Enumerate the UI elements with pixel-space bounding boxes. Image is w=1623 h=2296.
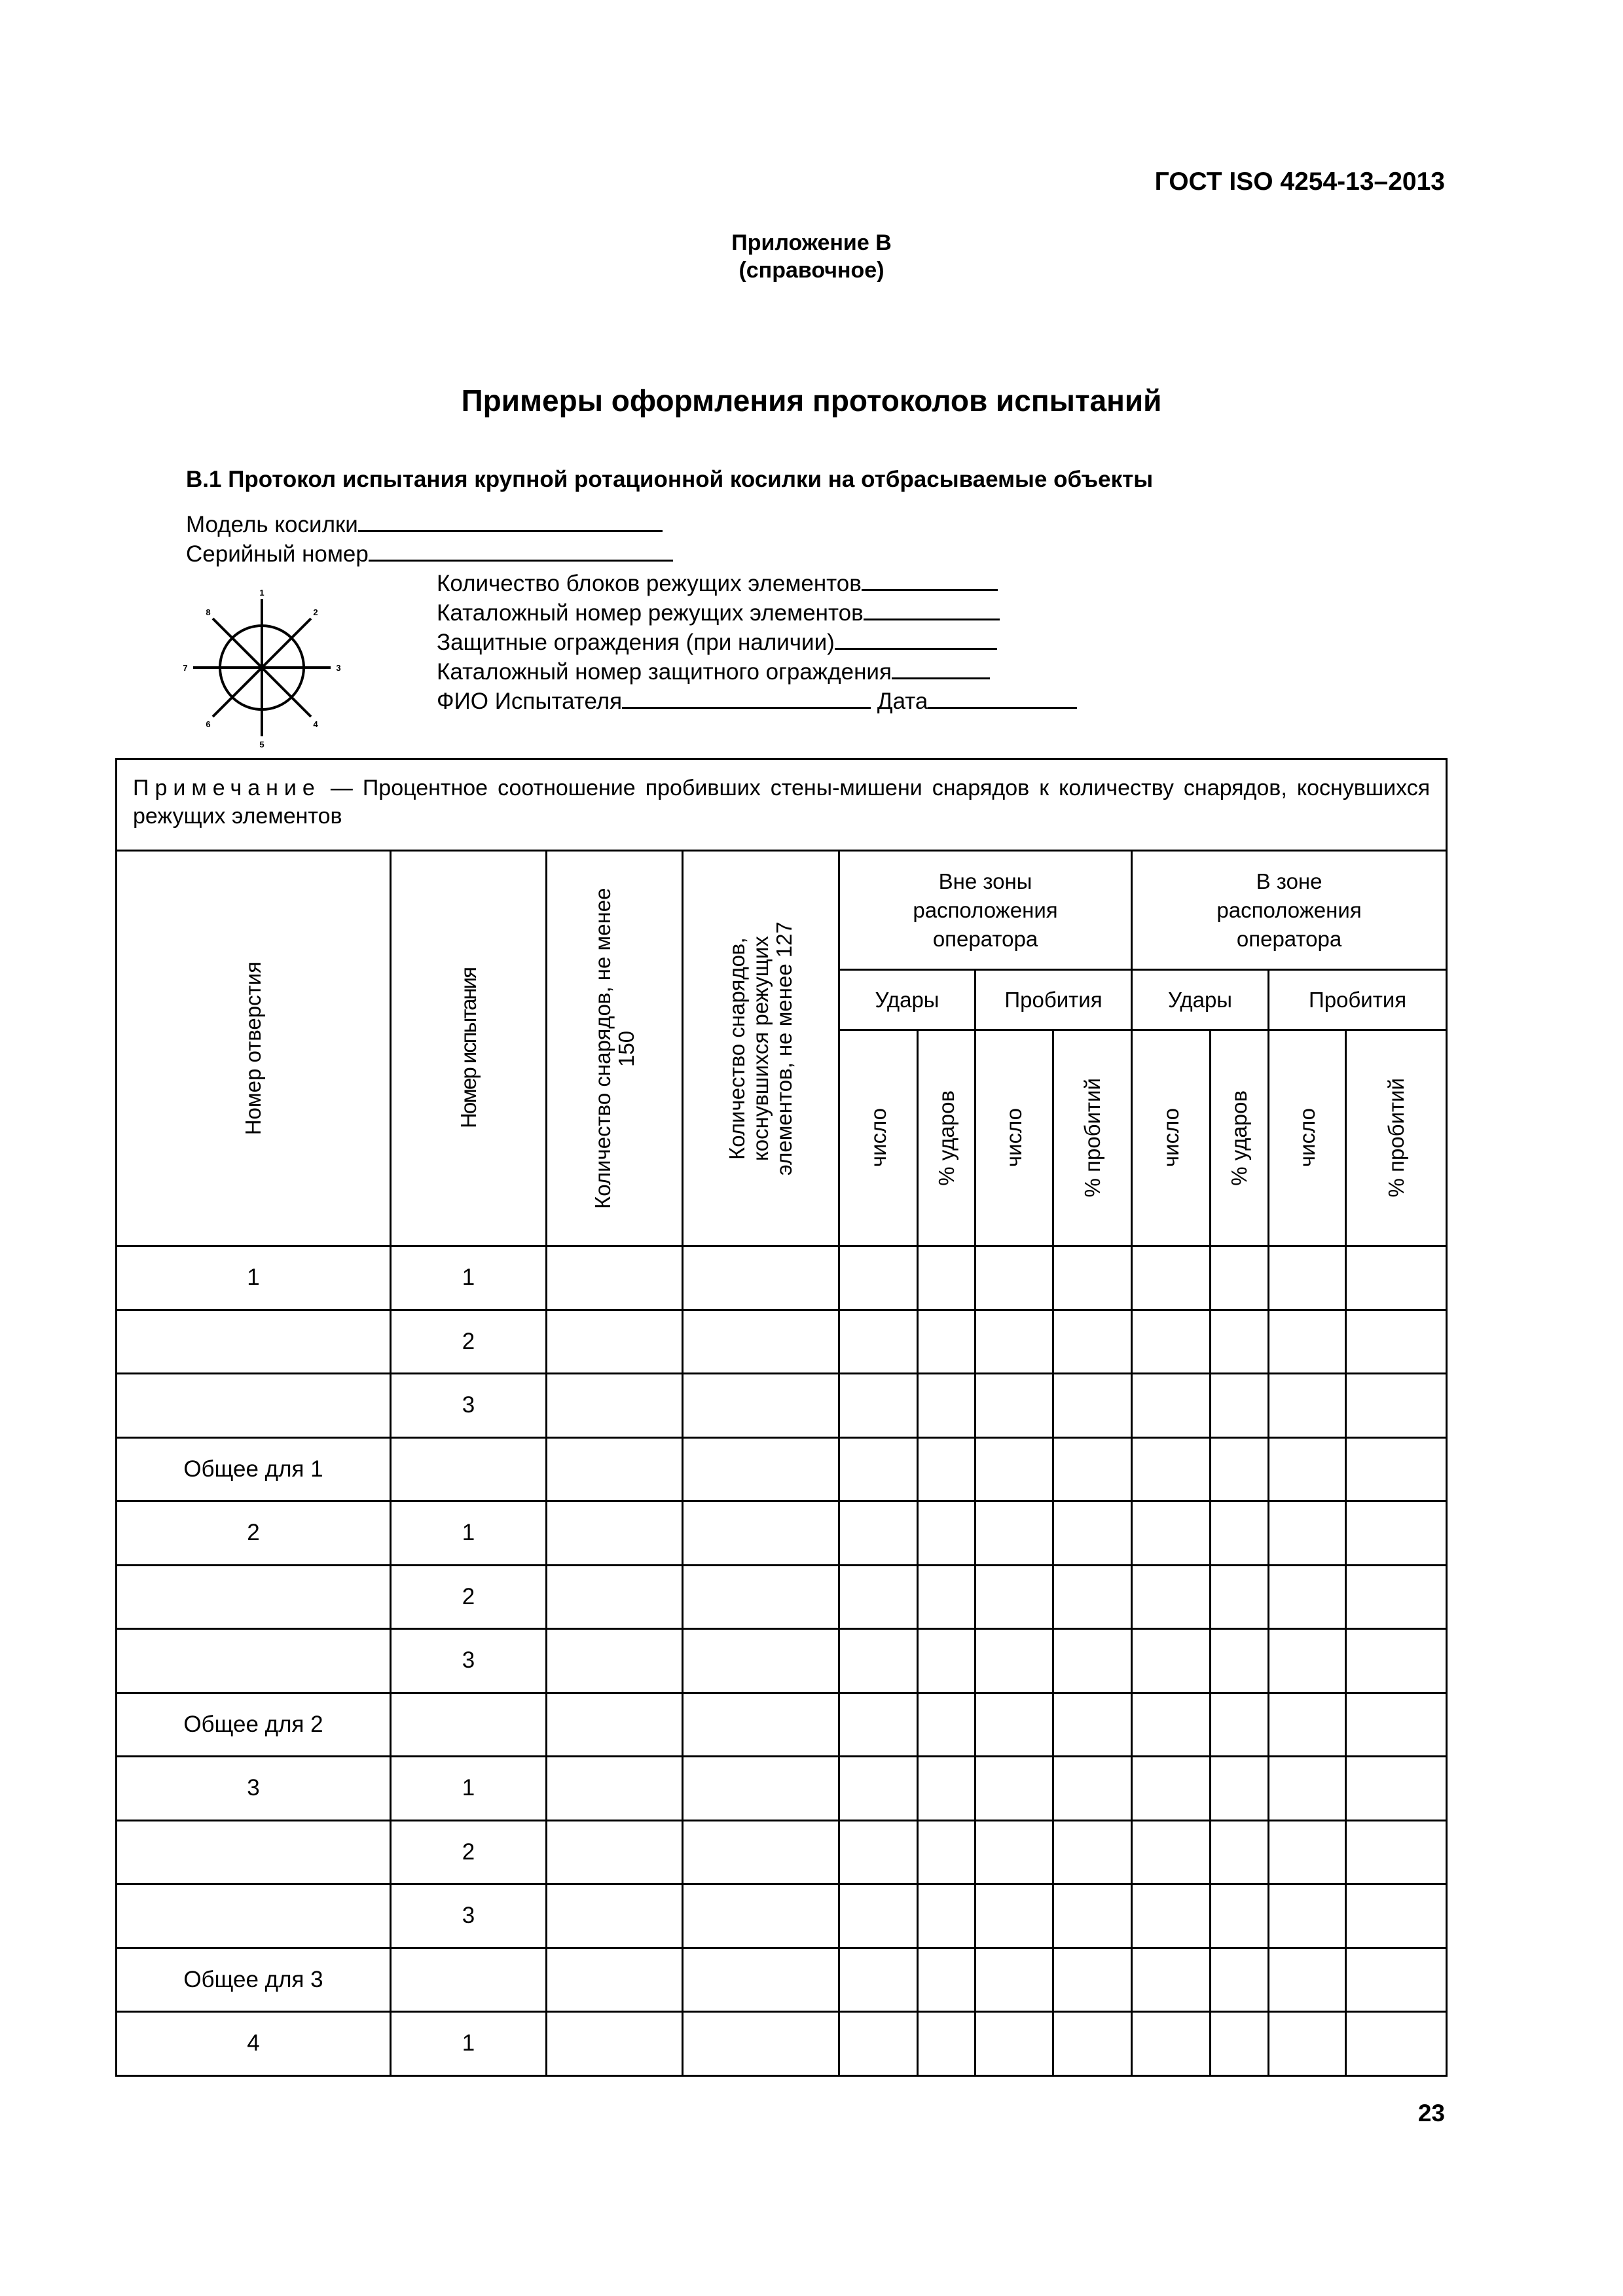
cell-entry[interactable] bbox=[1053, 1948, 1132, 2012]
field-catalog-cutting bbox=[437, 598, 1000, 626]
field-blocks bbox=[437, 568, 998, 597]
cell-entry[interactable] bbox=[976, 1437, 1053, 1501]
cell-entry[interactable] bbox=[1346, 1757, 1447, 1821]
page-title: Примеры оформления протоколов испытаний bbox=[461, 384, 1162, 418]
table-row bbox=[117, 1310, 1447, 1374]
cell-entry[interactable] bbox=[1211, 1693, 1269, 1757]
cell-entry[interactable] bbox=[839, 1757, 918, 1821]
header-out-pen-count: число bbox=[976, 1030, 1053, 1246]
cell-entry[interactable] bbox=[1132, 1884, 1211, 1948]
field-catalog-guard-label: Каталожный номер защитного ограждения bbox=[437, 659, 892, 685]
field-catalog-guard-blank[interactable] bbox=[892, 656, 990, 679]
cell-entry[interactable] bbox=[547, 1948, 683, 2012]
field-guards-blank[interactable] bbox=[835, 627, 997, 650]
cell-entry[interactable] bbox=[839, 1565, 918, 1629]
diagram-label-5: 5 bbox=[259, 740, 264, 749]
cell-entry[interactable] bbox=[918, 1437, 976, 1501]
cell-test-number bbox=[391, 1693, 547, 1757]
cell-entry[interactable] bbox=[1346, 1820, 1447, 1884]
page-number: 23 bbox=[1417, 2100, 1445, 2126]
cell-entry[interactable] bbox=[918, 1629, 976, 1693]
header-hole: Номер отверстия bbox=[117, 851, 391, 1246]
cell-entry[interactable] bbox=[547, 1246, 683, 1310]
field-guards bbox=[437, 627, 997, 656]
cell-entry[interactable] bbox=[976, 1948, 1053, 2012]
cell-entry[interactable] bbox=[1346, 2012, 1447, 2076]
header-inside-penetrations: Пробития bbox=[1269, 970, 1447, 1030]
cell-entry[interactable] bbox=[1269, 1246, 1346, 1310]
header-test: Номер испытания bbox=[391, 851, 547, 1246]
cell-hole-number: 2 bbox=[117, 1501, 391, 1566]
cell-entry[interactable] bbox=[1269, 1565, 1346, 1629]
cell-test-number: 3 bbox=[391, 1629, 547, 1693]
cell-entry[interactable] bbox=[918, 1374, 976, 1438]
cell-entry[interactable] bbox=[683, 1693, 839, 1757]
cell-entry[interactable] bbox=[839, 1501, 918, 1566]
cell-hole-number bbox=[117, 1629, 391, 1693]
cell-test-number bbox=[391, 1437, 547, 1501]
header-outside-penetrations: Пробития bbox=[976, 970, 1132, 1030]
header-inside-hits: Удары bbox=[1132, 970, 1269, 1030]
note-text: — Процентное соотношение пробивших стены-мишени снарядов к количеству снарядов, коснувшихся режущих элементов bbox=[133, 776, 1431, 829]
cell-entry[interactable] bbox=[547, 1693, 683, 1757]
cell-entry[interactable] bbox=[976, 1565, 1053, 1629]
cell-entry[interactable] bbox=[918, 2012, 976, 2076]
cell-entry[interactable] bbox=[1132, 1757, 1211, 1821]
field-model-blank[interactable] bbox=[358, 509, 663, 532]
cell-entry[interactable] bbox=[976, 1246, 1053, 1310]
field-serial bbox=[186, 539, 673, 567]
cell-entry[interactable] bbox=[547, 1629, 683, 1693]
header-in-pen-count: число bbox=[1269, 1030, 1346, 1246]
cell-entry[interactable] bbox=[1053, 1437, 1132, 1501]
field-tester bbox=[437, 686, 1077, 715]
cell-test-number: 3 bbox=[391, 1884, 547, 1948]
cell-entry[interactable] bbox=[1346, 1246, 1447, 1310]
cell-entry[interactable] bbox=[918, 1246, 976, 1310]
cell-entry[interactable] bbox=[1346, 1501, 1447, 1566]
cell-hole-number bbox=[117, 1884, 391, 1948]
annex-title: Приложение В bbox=[731, 230, 892, 255]
annex-heading bbox=[0, 229, 1623, 284]
header-in-hits-count: число bbox=[1132, 1030, 1211, 1246]
cell-entry[interactable] bbox=[1269, 2012, 1346, 2076]
header-out-pen-pct: % пробитий bbox=[1053, 1030, 1132, 1246]
cell-hole-number: 4 bbox=[117, 2012, 391, 2076]
cell-entry[interactable] bbox=[918, 1884, 976, 1948]
cell-entry[interactable] bbox=[918, 1948, 976, 2012]
cell-entry[interactable] bbox=[1269, 1629, 1346, 1693]
cell-entry[interactable] bbox=[1132, 2012, 1211, 2076]
cell-entry[interactable] bbox=[1053, 1565, 1132, 1629]
cell-entry[interactable] bbox=[976, 1757, 1053, 1821]
cell-entry[interactable] bbox=[547, 1437, 683, 1501]
field-date-label: Дата bbox=[877, 689, 928, 714]
header-inside-zone: В зоне расположения оператора bbox=[1132, 851, 1447, 970]
cell-entry[interactable] bbox=[1132, 1437, 1211, 1501]
field-model-label: Модель косилки bbox=[186, 512, 358, 537]
cell-entry[interactable] bbox=[683, 2012, 839, 2076]
cell-test-number: 2 bbox=[391, 1310, 547, 1374]
header-projectiles: Количество снарядов, не менее 150 bbox=[547, 851, 683, 1246]
field-blocks-blank[interactable] bbox=[862, 568, 998, 591]
cell-entry[interactable] bbox=[839, 1374, 918, 1438]
cell-entry[interactable] bbox=[1346, 1310, 1447, 1374]
cell-entry[interactable] bbox=[1211, 1374, 1269, 1438]
cell-hole-number bbox=[117, 1310, 391, 1374]
cell-entry[interactable] bbox=[918, 1501, 976, 1566]
cell-entry[interactable] bbox=[839, 1884, 918, 1948]
table-row bbox=[117, 1565, 1447, 1629]
cell-entry[interactable] bbox=[1132, 1629, 1211, 1693]
header-row-1 bbox=[117, 851, 1447, 970]
cell-entry[interactable] bbox=[683, 1246, 839, 1310]
hole-position-diagram bbox=[167, 576, 357, 759]
cell-entry[interactable] bbox=[976, 1629, 1053, 1693]
header-outside-zone: Вне зоны расположения оператора bbox=[839, 851, 1132, 970]
cell-entry[interactable] bbox=[1132, 1948, 1211, 2012]
diagram-label-4: 4 bbox=[313, 719, 318, 729]
cell-hole-number: 1 bbox=[117, 1246, 391, 1310]
cell-hole-number: Общее для 3 bbox=[117, 1948, 391, 2012]
table-row bbox=[117, 2012, 1447, 2076]
cell-entry[interactable] bbox=[1053, 1757, 1132, 1821]
cell-entry[interactable] bbox=[547, 1884, 683, 1948]
cell-entry[interactable] bbox=[839, 1948, 918, 2012]
field-catalog-cutting-label: Каталожный номер режущих элементов bbox=[437, 600, 864, 626]
cell-entry[interactable] bbox=[1346, 1374, 1447, 1438]
cell-entry[interactable] bbox=[1132, 1246, 1211, 1310]
cell-entry[interactable] bbox=[683, 1501, 839, 1566]
cell-hole-number: 3 bbox=[117, 1757, 391, 1821]
note-label: Примечание bbox=[133, 776, 321, 800]
cell-entry[interactable] bbox=[547, 1310, 683, 1374]
table-row bbox=[117, 1693, 1447, 1757]
table-row bbox=[117, 1820, 1447, 1884]
cell-entry[interactable] bbox=[1211, 1310, 1269, 1374]
cell-entry[interactable] bbox=[976, 1693, 1053, 1757]
cell-entry[interactable] bbox=[976, 1310, 1053, 1374]
cell-entry[interactable] bbox=[1269, 1374, 1346, 1438]
diagram-label-3: 3 bbox=[336, 663, 341, 673]
cell-test-number: 2 bbox=[391, 1820, 547, 1884]
cell-entry[interactable] bbox=[1053, 1501, 1132, 1566]
cell-entry[interactable] bbox=[1211, 1246, 1269, 1310]
field-guards-label: Защитные ограждения (при наличии) bbox=[437, 630, 835, 655]
cell-entry[interactable] bbox=[1053, 1884, 1132, 1948]
diagram-label-2: 2 bbox=[313, 607, 318, 617]
cell-entry[interactable] bbox=[1053, 1374, 1132, 1438]
cell-entry[interactable] bbox=[683, 1565, 839, 1629]
cell-entry[interactable] bbox=[839, 1693, 918, 1757]
cell-entry[interactable] bbox=[1132, 1565, 1211, 1629]
cell-entry[interactable] bbox=[1053, 1693, 1132, 1757]
cell-entry[interactable] bbox=[976, 1374, 1053, 1438]
cell-hole-number bbox=[117, 1820, 391, 1884]
diagram-label-1: 1 bbox=[259, 588, 264, 598]
cell-entry[interactable] bbox=[1269, 1501, 1346, 1566]
cell-entry[interactable] bbox=[1269, 1820, 1346, 1884]
cell-entry[interactable] bbox=[839, 2012, 918, 2076]
cell-entry[interactable] bbox=[1269, 1948, 1346, 2012]
field-serial-blank[interactable] bbox=[369, 539, 673, 562]
cell-hole-number bbox=[117, 1565, 391, 1629]
cell-entry[interactable] bbox=[918, 1693, 976, 1757]
cell-entry[interactable] bbox=[839, 1629, 918, 1693]
cell-entry[interactable] bbox=[1053, 2012, 1132, 2076]
table-row bbox=[117, 1884, 1447, 1948]
note-row bbox=[117, 759, 1447, 851]
cell-entry[interactable] bbox=[1053, 1629, 1132, 1693]
field-catalog-guard bbox=[437, 656, 990, 685]
cell-entry[interactable] bbox=[1211, 1757, 1269, 1821]
cell-entry[interactable] bbox=[1053, 1246, 1132, 1310]
cell-entry[interactable] bbox=[683, 1820, 839, 1884]
cell-test-number bbox=[391, 1948, 547, 2012]
cell-entry[interactable] bbox=[1211, 1884, 1269, 1948]
field-date-blank[interactable] bbox=[928, 686, 1077, 709]
cell-test-number: 3 bbox=[391, 1374, 547, 1438]
header-touched: Количество снарядов, коснувшихся режущих элементов, не менее 127 bbox=[683, 851, 839, 1246]
cell-entry[interactable] bbox=[1346, 1948, 1447, 2012]
cell-entry[interactable] bbox=[976, 2012, 1053, 2076]
cell-entry[interactable] bbox=[683, 1310, 839, 1374]
cell-entry[interactable] bbox=[918, 1565, 976, 1629]
cell-hole-number bbox=[117, 1374, 391, 1438]
header-out-hits-pct: % ударов bbox=[918, 1030, 976, 1246]
table-row bbox=[117, 1757, 1447, 1821]
cell-entry[interactable] bbox=[1211, 1820, 1269, 1884]
table-row bbox=[117, 1374, 1447, 1438]
cell-entry[interactable] bbox=[1269, 1310, 1346, 1374]
cell-entry[interactable] bbox=[839, 1310, 918, 1374]
annex-type: (справочное) bbox=[739, 258, 884, 283]
cell-test-number: 1 bbox=[391, 2012, 547, 2076]
cell-entry[interactable] bbox=[1132, 1374, 1211, 1438]
cell-entry[interactable] bbox=[683, 1948, 839, 2012]
cell-entry[interactable] bbox=[839, 1437, 918, 1501]
cell-entry[interactable] bbox=[547, 1757, 683, 1821]
cell-entry[interactable] bbox=[1211, 2012, 1269, 2076]
cell-test-number: 2 bbox=[391, 1565, 547, 1629]
cell-entry[interactable] bbox=[683, 1374, 839, 1438]
cell-entry[interactable] bbox=[1211, 1629, 1269, 1693]
cell-entry[interactable] bbox=[1132, 1820, 1211, 1884]
field-tester-label: ФИО Испытателя bbox=[437, 689, 623, 714]
cell-entry[interactable] bbox=[1269, 1693, 1346, 1757]
field-catalog-cutting-blank[interactable] bbox=[864, 598, 1000, 620]
cell-entry[interactable] bbox=[918, 1820, 976, 1884]
diagram-label-7: 7 bbox=[183, 663, 188, 673]
diagram-label-8: 8 bbox=[206, 607, 211, 617]
cell-entry[interactable] bbox=[1346, 1693, 1447, 1757]
document-code: ГОСТ ISO 4254-13–2013 bbox=[1154, 168, 1445, 196]
cell-entry[interactable] bbox=[839, 1246, 918, 1310]
cell-entry[interactable] bbox=[1211, 1501, 1269, 1566]
table-row bbox=[117, 1437, 1447, 1501]
cell-entry[interactable] bbox=[1132, 1310, 1211, 1374]
cell-entry[interactable] bbox=[918, 1757, 976, 1821]
cell-entry[interactable] bbox=[683, 1757, 839, 1821]
header-in-hits-pct: % ударов bbox=[1211, 1030, 1269, 1246]
field-serial-label: Серийный номер bbox=[186, 541, 369, 567]
header-out-hits-count: число bbox=[839, 1030, 918, 1246]
cell-entry[interactable] bbox=[1053, 1310, 1132, 1374]
cell-entry[interactable] bbox=[918, 1310, 976, 1374]
cell-entry[interactable] bbox=[683, 1884, 839, 1948]
cell-entry[interactable] bbox=[547, 1820, 683, 1884]
field-tester-blank[interactable] bbox=[622, 686, 871, 709]
cell-entry[interactable] bbox=[1269, 1757, 1346, 1821]
cell-entry[interactable] bbox=[1132, 1501, 1211, 1566]
field-model bbox=[186, 509, 663, 538]
cell-test-number: 1 bbox=[391, 1501, 547, 1566]
table-row bbox=[117, 1629, 1447, 1693]
cell-entry[interactable] bbox=[683, 1437, 839, 1501]
cell-hole-number: Общее для 2 bbox=[117, 1693, 391, 1757]
cell-entry[interactable] bbox=[1053, 1820, 1132, 1884]
cell-entry[interactable] bbox=[976, 1820, 1053, 1884]
cell-entry[interactable] bbox=[547, 1374, 683, 1438]
header-in-pen-pct: % пробитий bbox=[1346, 1030, 1447, 1246]
cell-entry[interactable] bbox=[1346, 1437, 1447, 1501]
protocol-table bbox=[115, 758, 1448, 2077]
note-cell bbox=[117, 759, 1447, 851]
cell-entry[interactable] bbox=[683, 1629, 839, 1693]
cell-entry[interactable] bbox=[1269, 1437, 1346, 1501]
cell-test-number: 1 bbox=[391, 1757, 547, 1821]
cell-entry[interactable] bbox=[1132, 1693, 1211, 1757]
cell-entry[interactable] bbox=[1211, 1948, 1269, 2012]
table-body bbox=[117, 1246, 1447, 2076]
header-outside-hits: Удары bbox=[839, 970, 976, 1030]
cell-entry[interactable] bbox=[976, 1501, 1053, 1566]
cell-entry[interactable] bbox=[547, 2012, 683, 2076]
table-row bbox=[117, 1501, 1447, 1566]
cell-entry[interactable] bbox=[1346, 1565, 1447, 1629]
field-blocks-label: Количество блоков режущих элементов bbox=[437, 571, 862, 596]
cell-hole-number: Общее для 1 bbox=[117, 1437, 391, 1501]
cell-entry[interactable] bbox=[976, 1884, 1053, 1948]
cell-entry[interactable] bbox=[1211, 1437, 1269, 1501]
cell-entry[interactable] bbox=[547, 1501, 683, 1566]
table-row bbox=[117, 1246, 1447, 1310]
cell-entry[interactable] bbox=[839, 1820, 918, 1884]
diagram-label-6: 6 bbox=[206, 719, 211, 729]
cell-entry[interactable] bbox=[1269, 1884, 1346, 1948]
cell-entry[interactable] bbox=[547, 1565, 683, 1629]
cell-test-number: 1 bbox=[391, 1246, 547, 1310]
section-title: В.1 Протокол испытания крупной ротационной косилки на отбрасываемые объекты bbox=[186, 467, 1154, 492]
cell-entry[interactable] bbox=[1346, 1629, 1447, 1693]
table-row bbox=[117, 1948, 1447, 2012]
cell-entry[interactable] bbox=[1346, 1884, 1447, 1948]
cell-entry[interactable] bbox=[1211, 1565, 1269, 1629]
